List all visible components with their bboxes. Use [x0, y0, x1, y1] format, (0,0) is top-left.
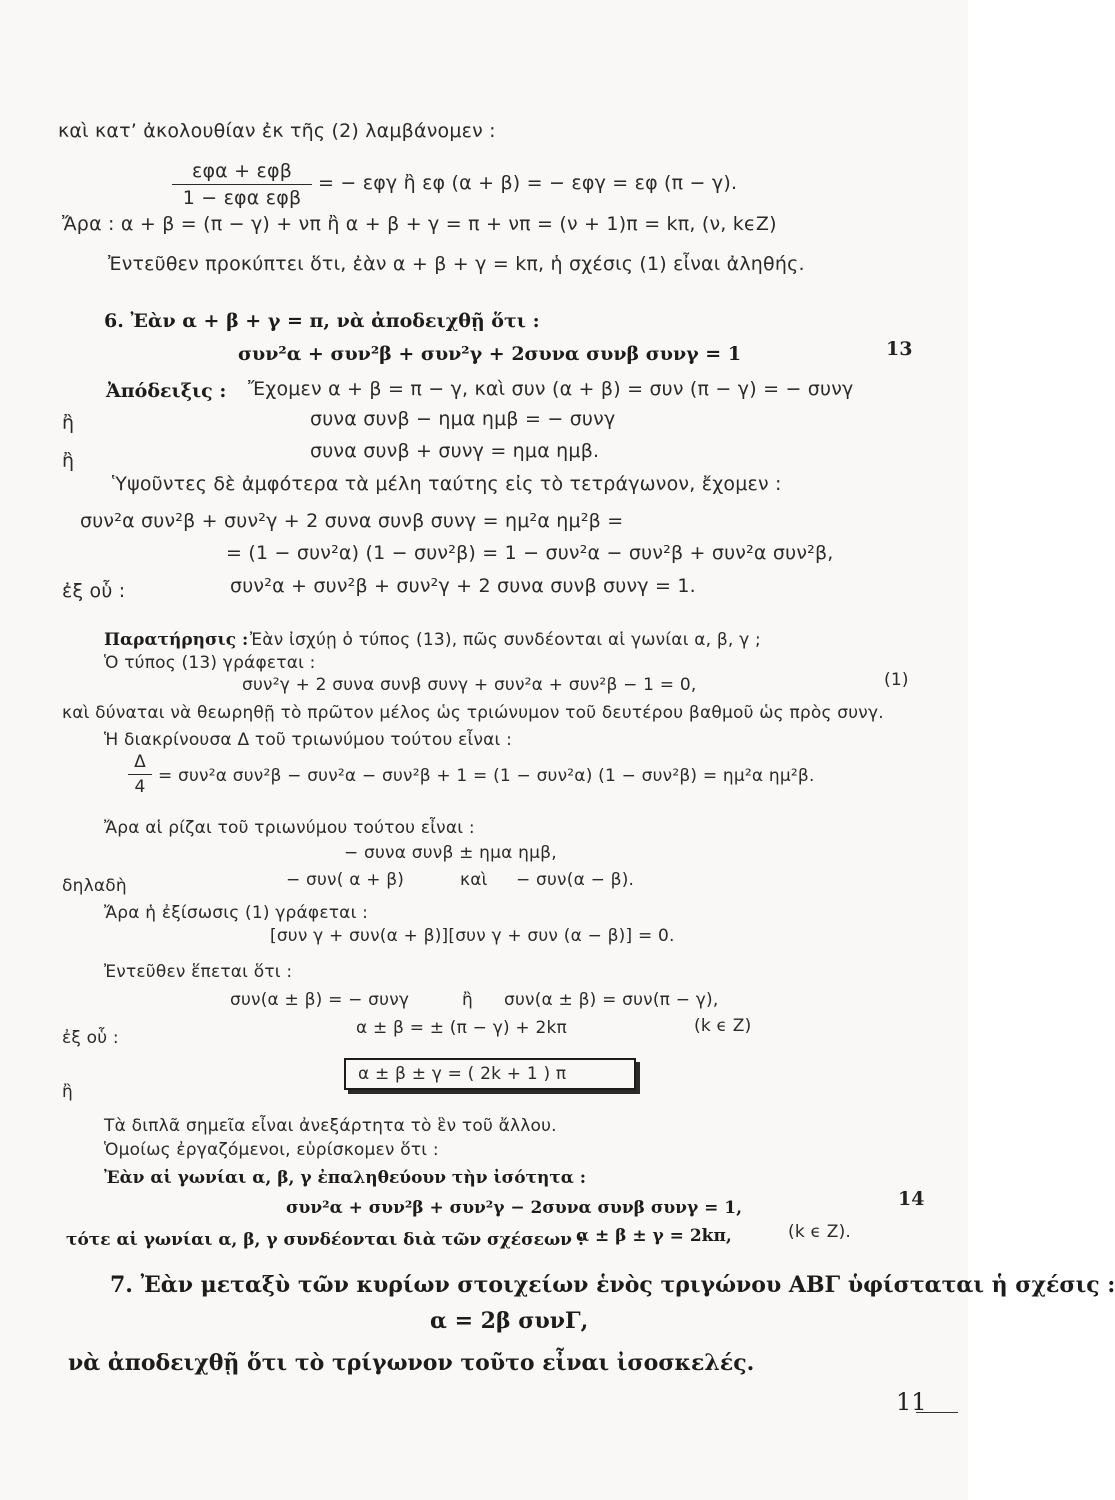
proof-eq-2: = (1 − συν²α) (1 − συν²β) = 1 − συν²α − συν²β + συν²α συν²β, [226, 542, 834, 564]
page-number: 11 [896, 1388, 927, 1416]
remark-line-4: Ἡ διακρίνουσα Δ τοῦ τριωνύμου τούτου εἶναι : [104, 730, 513, 750]
kai-word: καὶ [460, 870, 488, 890]
boxed-result: α ± β ± γ = ( 2k + 1 ) π [344, 1058, 636, 1090]
ex-ou-label: ἐξ οὗ : [62, 1028, 119, 1048]
integer-condition: (k ϵ Z). [788, 1222, 852, 1242]
tan-identity-rest: = − εφγ ἢ εφ (α + β) = − εφγ = εφ (π − γ). [318, 172, 738, 194]
remark-line-3: καὶ δύναται νὰ θεωρηθῇ τὸ πρῶτον μέλος ὡς τριώνυμον τοῦ δευτέρου βαθμοῦ ὡς πρὸς συνγ. [62, 703, 884, 723]
factored-equation: [συν γ + συν(α + β)][συν γ + συν (α − β)] = 0. [270, 926, 675, 946]
proof-square-text: Ὑψοῦντες δὲ ἀμφότερα τὰ μέλη ταύτης εἰς τὸ τετράγωνον, ἔχομεν : [112, 473, 782, 495]
proof-line-1: Ἔχομεν α + β = π − γ, καὶ συν (α + β) = συν (π − γ) = − συνγ [248, 378, 854, 400]
proof-eq-3: συν²α + συν²β + συν²γ + 2 συνα συνβ συνγ = 1. [230, 575, 696, 597]
fraction-numerator: εφα + εφβ [191, 160, 293, 182]
problem-6-formula: συν²α + συν²β + συν²γ + 2συνα συνβ συνγ = 1 [238, 343, 742, 365]
page-number-underline [916, 1412, 958, 1413]
remark-equation: συν²γ + 2 συνα συνβ συνγ + συν²α + συν²β − 1 = 0, [242, 675, 697, 695]
remark-label: Παρατήρησις : [104, 630, 249, 650]
fraction-denominator: 4 [134, 777, 146, 797]
ara-line: Ἄρα : α + β = (π − γ) + νπ ἢ α + β + γ = π + νπ = (ν + 1)π = kπ, (ν, kϵZ) [62, 213, 777, 235]
fraction-discriminant [128, 752, 152, 797]
proof-label: Ἀπόδειξις : [106, 380, 227, 402]
or-marker: ἢ [462, 990, 473, 1010]
remark-line-2: Ὁ τύπος (13) γράφεται : [104, 653, 316, 673]
or-marker: ἢ [62, 1082, 73, 1102]
formula-number-14: 14 [898, 1188, 925, 1210]
problem-7-relation: α = 2β συνΓ, [430, 1308, 589, 1334]
equation-written-text: Ἄρα ἡ ἐξίσωσις (1) γράφεται : [104, 903, 369, 923]
or-marker: ἢ [62, 412, 75, 434]
dilad-label: δηλαδὴ [62, 876, 127, 896]
problem-6-heading: 6. Ἐὰν α + β + γ = π, νὰ ἀποδειχθῇ ὅτι : [104, 310, 540, 332]
root-expression: − συνα συνβ ± ημα ημβ, [344, 843, 557, 863]
formula-number-13: 13 [886, 338, 913, 360]
intro-text: καὶ κατ’ ἀκολουθίαν ἐκ τῆς (2) λαμβάνομεν : [58, 120, 496, 142]
condition-2: συν(α ± β) = συν(π − γ), [504, 990, 719, 1010]
condition-3: α ± β = ± (π − γ) + 2kπ [356, 1018, 567, 1038]
proof-line-3: συνα συνβ + συνγ = ημα ημβ. [310, 440, 600, 462]
formula-14: συν²α + συν²β + συν²γ − 2συνα συνβ συνγ = 1, [286, 1198, 743, 1218]
fraction-bar [128, 774, 152, 775]
root-2: − συν(α − β). [516, 870, 635, 890]
condition-1: συν(α ± β) = − συνγ [230, 990, 410, 1010]
discriminant-equation: = συν²α συν²β − συν²α − συν²β + 1 = (1 − συν²α) (1 − συν²β) = ημ²α ημ²β. [158, 766, 815, 786]
ex-ou-label: ἐξ οὗ : [62, 580, 126, 602]
follows-text: Ἐντεῦθεν ἕπεται ὅτι : [104, 962, 293, 982]
roots-text: Ἄρα αἱ ρίζαι τοῦ τριωνύμου τούτου εἶναι : [104, 818, 475, 838]
problem-7-heading: 7. Ἐὰν μεταξὺ τῶν κυρίων στοιχείων ἑνὸς τριγώνου ΑΒΓ ὑφίσταται ἡ σχέσις : [110, 1272, 1115, 1298]
then-statement: τότε αἱ γωνίαι α, β, γ συνδέονται διὰ τῶν σχέσεων : [66, 1230, 585, 1250]
fraction-numerator: Δ [134, 752, 146, 772]
then-relation: α ± β ± γ = 2kπ, [576, 1226, 732, 1246]
integer-condition: (k ϵ Z) [694, 1016, 752, 1036]
similarly-text: Ὁμοίως ἐργαζόμενοι, εὑρίσκομεν ὅτι : [104, 1140, 439, 1160]
enteuthen-line: Ἐντεῦθεν προκύπτει ὅτι, ἐὰν α + β + γ = kπ, ἡ σχέσις (1) εἶναι ἀληθής. [108, 253, 805, 275]
if-angles-statement: Ἐὰν αἱ γωνίαι α, β, γ ἐπαληθεύουν τὴν ἰσότητα : [104, 1168, 587, 1188]
fraction-bar [172, 184, 312, 185]
problem-7-conclusion: νὰ ἀποδειχθῇ ὅτι τὸ τρίγωνον τοῦτο εἶναι ἰσοσκελές. [68, 1350, 755, 1376]
fraction-tan-sum [172, 160, 312, 209]
or-marker: ἢ [62, 450, 75, 472]
root-1: − συν( α + β) [286, 870, 405, 890]
double-signs-text: Τὰ διπλᾶ σημεῖα εἶναι ἀνεξάρτητα τὸ ἓν τοῦ ἄλλου. [104, 1116, 557, 1136]
equation-number-1: (1) [884, 670, 909, 690]
fraction-denominator: 1 − εφα εφβ [182, 187, 302, 209]
proof-eq-1: συν²α συν²β + συν²γ + 2 συνα συνβ συνγ = ημ²α ημ²β = [80, 510, 624, 532]
remark-text: Ἐὰν ἰσχύῃ ὁ τύπος (13), πῶς συνδέονται αἱ γωνίαι α, β, γ ; [250, 630, 761, 650]
proof-line-2: συνα συνβ − ημα ημβ = − συνγ [310, 408, 616, 430]
